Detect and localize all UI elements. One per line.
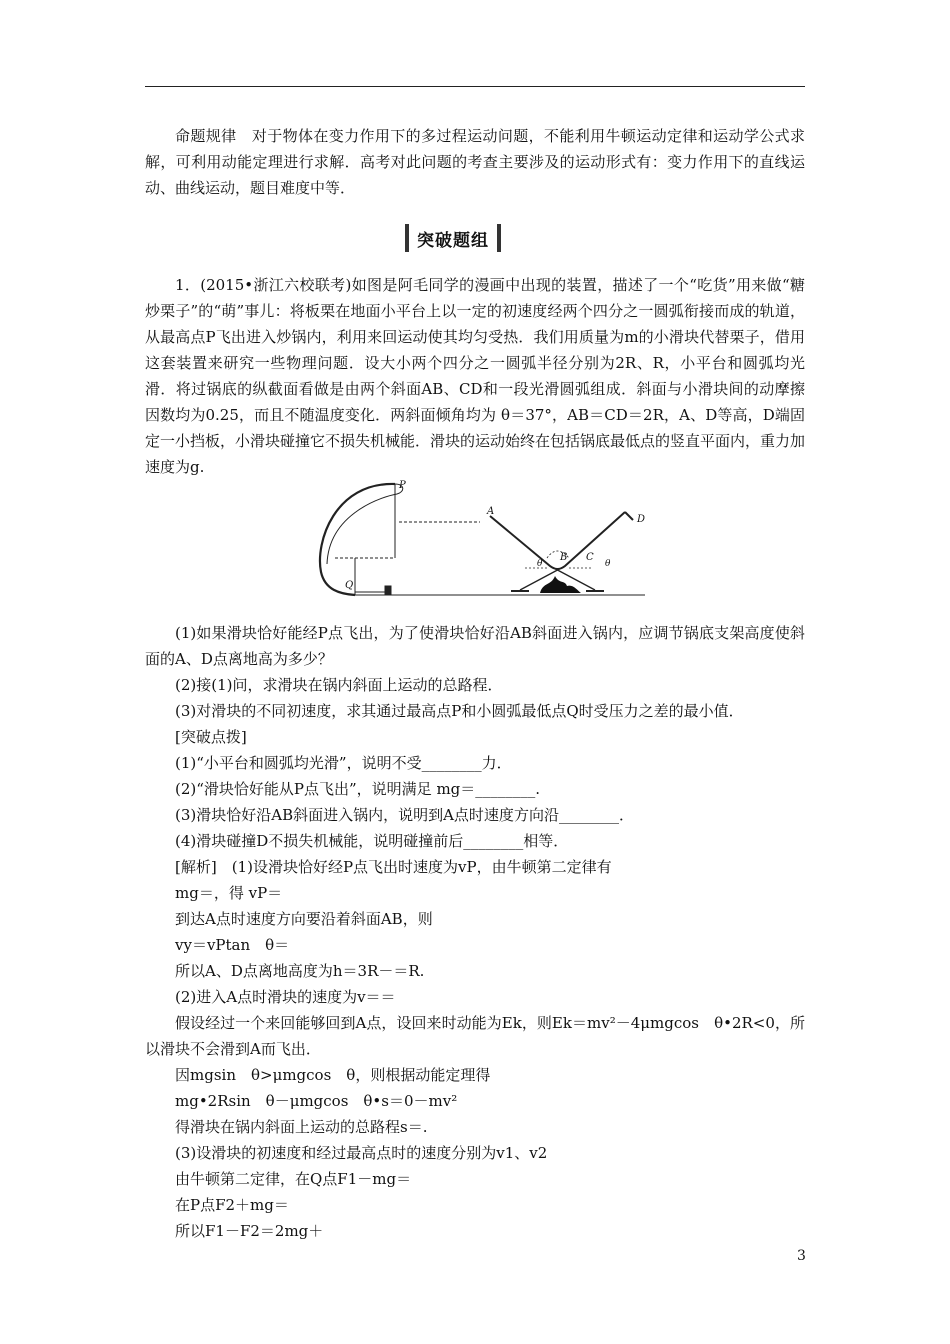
- intro-block: [145, 123, 805, 201]
- hint-1: (1)“小平台和圆弧均光滑”，说明不受________力．: [175, 754, 512, 772]
- label-q: Q: [345, 580, 354, 591]
- label-theta-right: θ: [605, 559, 611, 569]
- page-number: 3: [797, 1248, 806, 1264]
- solution-line-13: 所以F1－F2＝2mg＋: [175, 1222, 324, 1240]
- solution-line-3: 到达A点时速度方向要沿着斜面AB，则: [175, 910, 433, 928]
- solution-line-7: 因mgsin θ>μmgcos θ，则根据动能定理得: [175, 1066, 491, 1084]
- solution-paragraph: 假设经过一个来回能够回到A点，设回来时动能为Ek，则Ek＝mv²－4μmgcos θ•2R<0，所以滑块不会滑到A而飞出．: [145, 1014, 805, 1058]
- hints-title: [突破点拨]: [175, 728, 247, 746]
- solution-line-6: (2)进入A点时滑块的速度为v＝＝: [175, 988, 396, 1006]
- stopper-block: [385, 586, 391, 594]
- track-inner-edge: [327, 484, 403, 564]
- solution-line-10: (3)设滑块的初速度和经过最高点时的速度分别为v1、v2: [175, 1144, 548, 1162]
- label-c: C: [586, 552, 594, 563]
- label-theta-left: θ: [537, 559, 543, 569]
- label-d: D: [637, 514, 646, 525]
- solution-line-12: 在P点F2＋mg＝: [175, 1196, 289, 1214]
- big-arc-track: [320, 484, 395, 595]
- header-rule: [145, 86, 805, 87]
- hint-4: (4)滑块碰撞D不损失机械能，说明碰撞前后________相等．: [175, 832, 569, 850]
- label-b: B: [560, 552, 568, 563]
- question-2: (2)接(1)问，求滑块在锅内斜面上运动的总路程．: [175, 676, 503, 694]
- solution-line-9: 得滑块在锅内斜面上运动的总路程s＝.: [175, 1118, 428, 1136]
- problem-statement: 1．(2015•浙江六校联考)如图是阿毛同学的漫画中出现的装置，描述了一个“吃货”用来做“糖炒栗子”的“萌”事儿：将板栗在地面小平台上以一定的初速度经两个四分之一圆弧衔接而成的轨道，从最高点P飞出进入炒锅内，利用来回运动使其均匀受热．我们用质量为m的小滑块代替栗子，借用这套装置来研究一些物理问题．设大小两个四分之一圆弧半径分别为2R、R，小平台和圆弧均光滑．将过锅底的纵截面看做是由两个斜面AB、CD和一段光滑圆弧组成．斜面与小滑块间的动摩擦因数均为0.25，而且不随温度变化．两斜面倾角均为 θ＝37°，AB＝CD＝2R，A、D等高，D端固定一小挡板，小滑块碰撞它不损失机械能．滑块的运动始终在包括锅底最低点的竖直平面内，重力加速度为g.: [145, 276, 806, 476]
- problem-block: [145, 272, 805, 480]
- solution-line-11: 由牛顿第二定律，在Q点F1－mg＝: [175, 1170, 412, 1188]
- section-title: 突破题组: [405, 224, 501, 252]
- questions-block: [145, 620, 805, 1244]
- solution-line-5: 所以A、D点离地高度为h＝3R－＝R.: [175, 962, 425, 980]
- intro-paragraph: 命题规律 对于物体在变力作用下的多过程运动问题，不能利用牛顿运动定律和运动学公式求解，可利用动能定理进行求解．高考对此问题的考查主要涉及的运动形式有：变力作用下的直线运动、曲线运动，题目难度中等．: [145, 127, 805, 197]
- solution-line-8: mg•2Rsin θ－μmgcos θ•s＝0－mv²: [175, 1092, 458, 1110]
- hint-2: (2)“滑块恰好能从P点飞出”，说明满足 mg＝________.: [175, 780, 541, 798]
- label-a: A: [487, 506, 495, 517]
- question-1: (1)如果滑块恰好能经P点飞出，为了使滑块恰好沿AB斜面进入锅内，应调节锅底支架高度使斜面的A、D点离地高为多少？: [145, 624, 805, 668]
- hint-3: (3)滑块恰好沿AB斜面进入锅内，说明到A点时速度方向沿________．: [175, 806, 634, 824]
- solution-line-1: [解析] (1)设滑块恰好经P点飞出时速度为vP，由牛顿第二定律有: [175, 858, 612, 876]
- question-3: (3)对滑块的不同初速度，求其通过最高点P和小圆弧最低点Q时受压力之差的最小值．: [175, 702, 744, 720]
- solution-line-2: mg＝，得 vP＝: [175, 884, 283, 902]
- label-p: P: [399, 480, 406, 491]
- baffle-d: [625, 512, 633, 520]
- solution-line-4: vy＝vPtan θ＝: [175, 936, 290, 954]
- apparatus-figure: [315, 472, 660, 597]
